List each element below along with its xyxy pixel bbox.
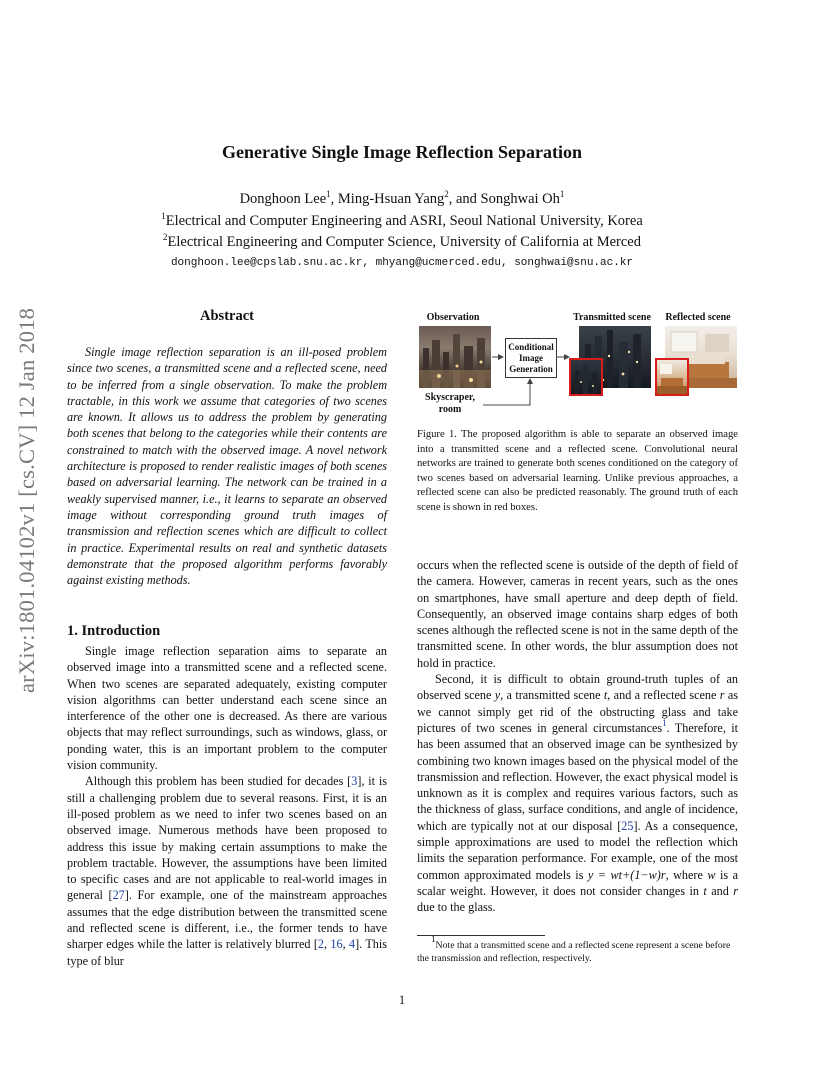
author-affil-mark: 1 <box>559 189 565 199</box>
right-paragraph-2 <box>417 671 738 915</box>
text-run: ]. This type of blur <box>67 937 387 968</box>
affiliation-1 <box>0 213 804 230</box>
transmitted-ground-truth-graphic <box>571 360 601 394</box>
author-affil-mark: 2 <box>444 189 449 199</box>
text-run: ]. As a consequence, simple approximations are used to model the reflection which limits the separation performance. For example, one of the most common approximated models is <box>417 818 738 882</box>
text-run: Second, it is difficult to obtain ground-truth tuples of an observed scene <box>417 672 738 703</box>
math-var: t <box>603 688 608 703</box>
citation-link[interactable]: 4 <box>348 937 356 952</box>
text-run: , a transmitted scene <box>500 688 604 703</box>
reflected-ground-truth-graphic <box>657 360 687 394</box>
right-paragraph-1: occurs when the reflected scene is outside of the depth of field of the camera. However, cameras in recent years, such as the ones on smartphones, have small aperture and deep depth of field. Consequently, an observed image contains sharp edges of both scenes although the reflected scene is not in the same depth of the transmitted scene. In other words, the blur assumption does not hold in practice. <box>417 558 738 670</box>
text-run: due to the glass. <box>417 900 496 915</box>
affiliation-text: Electrical and Computer Engineering and ASRI, Seoul National University, Korea <box>165 213 643 229</box>
text-run: as we cannot simply get rid of the obstructing glass and take pictures of two scenes in general circumstances <box>417 688 738 735</box>
author-name: , and Songhwai Oh <box>448 191 560 207</box>
abstract-body <box>67 344 387 588</box>
affiliation-mark: 2 <box>163 232 168 242</box>
author-list <box>0 191 804 208</box>
text-run: Although this problem has been studied for decades [ <box>85 774 352 789</box>
author-name: , Ming-Hsuan Yang <box>330 191 445 207</box>
abstract-heading: Abstract <box>200 308 254 324</box>
math-formula: y = wt+(1−w)r <box>587 867 666 882</box>
math-var: w <box>707 867 716 882</box>
math-var: r <box>733 883 738 898</box>
intro-body <box>67 643 387 969</box>
text-run: ]. For example, one of the mainstream approaches assumes that the edge distribution between the transmitted scene and reflected scene is different, i.e., the former tends to have sharper edges while the latter is relatively blurred [ <box>67 888 388 952</box>
intro-paragraph-2: Although this problem has been studied for decades [3], it is still a challenging problem due to several reasons. First, it is an ill-posed problem as we need to infer two scenes based on an observed image. Numerous methods have been proposed to address this issue by making certain assumptions to make the problem tractable. However, the assumptions have been limited to specific cases and are not applicable to real-world images in general [27]. For example, one of the mainstream approaches assumes that the edge distribution between the transmitted scene and reflected scene is different, i.e., the former tends to have sharper edges while the latter is relatively blurred [2, 16, 4]. This type of blur <box>67 774 388 968</box>
math-var: r <box>719 688 725 703</box>
author-affil-mark: 1 <box>326 189 331 199</box>
affiliation-mark: 1 <box>161 211 166 221</box>
footnote-mark[interactable]: 1 <box>662 717 667 728</box>
figure-1-caption: Figure 1. The proposed algorithm is able to separate an observed image into a transmitted scene and a reflected scene. Convolutional neural networks are trained to generate both scenes conditioned on the category of two scenes based on adversarial learning. Unlike previous approaches, a reflected scene can also be predicted reasonably. The ground truth of each scene is shown in red boxes. <box>417 429 738 513</box>
citation-link[interactable]: 2 <box>317 937 324 952</box>
footnote <box>417 934 738 965</box>
text-run: , and a reflected scene <box>607 688 720 703</box>
figure-label-transmitted: Transmitted scene <box>573 312 651 323</box>
footnote-text: Note that a transmitted scene and a reflected scene represent a scene before the transmission and reflection, respectively. <box>417 940 731 964</box>
footnote-rule <box>417 935 545 936</box>
abstract-text: Single image reflection separation is an ill-posed problem since two scenes, a transmitted scene and a reflected scene, need to be inferred from a single observation. To make the problem tractable, in this work we assume that categories of two scenes are known. It allows us to address the problem by generating both scenes that belong to the categories while their contents are constrained to match with the observed image. A novel network architecture is proposed to render realistic images of both scenes based on adversarial learning. The network can be trained in a weakly supervised manner, i.e., it learns to separate an observed image without corresponding ground truth images of transmission and reflection scenes which are difficult to collect in practice. Experimental results on real and synthetic datasets demonstrate that the proposed algorithm performs favorably against existing methods. <box>67 345 387 588</box>
text-run: ], it is still a challenging problem due to several reasons. First, it is an ill-posed problem as we need to infer two scenes based on an observed image. Numerous methods have been proposed to address this issue by making certain assumptions to make the problem tractable. However, the assumptions have been limited to specific cases and are not applicable to real-world images in general [ <box>67 774 388 903</box>
affiliation-text: Electrical Engineering and Computer Science, University of California at Merced <box>167 234 641 250</box>
citation-link[interactable]: 3 <box>351 774 358 789</box>
figure-1 <box>417 310 737 420</box>
text-run: is a scalar weight. However, it does not consider changes in <box>417 867 738 898</box>
intro-heading: 1. Introduction <box>67 623 161 639</box>
author-name: Donghoon Lee <box>239 191 327 207</box>
math-var: y <box>494 688 501 703</box>
author-emails: donghoon.lee@cpslab.snu.ac.kr, mhyang@ucmerced.edu, songhwai@snu.ac.kr <box>170 257 634 269</box>
figure-label-observation: Observation <box>426 312 480 323</box>
citation-link[interactable]: 25 <box>621 818 634 833</box>
paper-title: Generative Single Image Reflection Separation <box>222 142 582 162</box>
text-run: , where <box>665 867 708 882</box>
conditional-generation-label: Conditional Image Generation <box>508 341 554 374</box>
intro-paragraph-1: Single image reflection separation aims to separate an observed image into a transmitted scene and a reflected scene. When two scenes are separated adequately, existing computer vision algorithms can better understand each scene since an interference of the other one is decreased. As there are various objects that may reflect surroundings, such as windows, glass, or ponding water, this is an important problem to the computer vision community. <box>67 644 387 773</box>
text-run: . Therefore, it has been assumed that an observed image can be synthesized by combining two known images based on the physical model of the transmission and reflection. However, the exact physical model is unknown as it is complex and requires various factors, such as the thickness of glass, surface conditions, and angle of incidence, which are typically not at our disposal [ <box>417 720 738 833</box>
affiliation-2 <box>0 234 804 251</box>
page-number: 1 <box>398 993 406 1007</box>
figure-label-reflected: Reflected scene <box>665 312 731 323</box>
category-label: Skyscraper, room <box>425 392 475 415</box>
right-column-body <box>417 557 738 916</box>
reflected-ground-truth <box>655 358 689 396</box>
arxiv-identifier: arXiv:1801.04102v1 [cs.CV] 12 Jan 2018 <box>14 307 39 693</box>
citation-link[interactable]: 27 <box>112 888 125 903</box>
citation-link[interactable]: 16 <box>330 937 343 952</box>
text-run: and <box>706 883 734 898</box>
math-var: t <box>703 883 707 898</box>
footnote-number: 1 <box>431 934 436 944</box>
transmitted-ground-truth <box>569 358 603 396</box>
